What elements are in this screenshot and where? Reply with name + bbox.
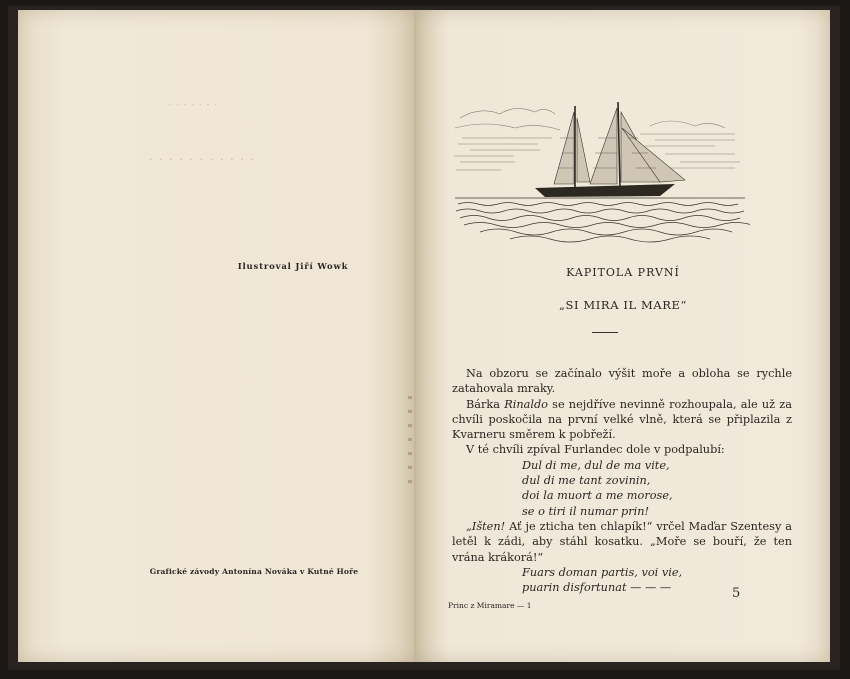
paragraph: Na obzoru se začínalo výšit moře a obloha se rychle zatahovala mraky. [452, 367, 792, 396]
verse-line: se o tiri il numar prin! [522, 504, 650, 518]
exclamation: „Išten! [466, 519, 506, 533]
verse-line: Fuars doman partis, voi vie, [522, 565, 683, 579]
bleed-through-text: · · · · · · · [168, 98, 218, 112]
verse-line: Dul di me, dul de ma vite, [522, 458, 670, 472]
sailing-ship-illustration [450, 98, 750, 248]
title-divider [592, 332, 618, 333]
paragraph-rest: Ať je zticha ten chlapík!“ vrčel Maďar Szentesy a letěl k zádi, aby stáhl kosatku. „Moře se bouří, že ten vrána krákorá!“ [452, 519, 792, 564]
paragraph: V té chvíli zpíval Furlandec dole v podpalubí: [466, 443, 725, 457]
right-page [416, 10, 830, 662]
left-page [18, 10, 416, 662]
bleed-through-text: · · · · · · · · · · · [148, 150, 255, 169]
paragraph [452, 397, 792, 443]
boat-name: Rinaldo [504, 397, 548, 411]
page-number: 5 [732, 586, 741, 601]
chapter-title: „SI MIRA IL MARE“ [558, 298, 688, 312]
signature-mark: Princ z Miramare — 1 [448, 601, 532, 610]
chapter-body [452, 366, 792, 595]
open-book [8, 6, 840, 670]
binding-stitches [408, 396, 412, 486]
paragraph [452, 519, 792, 565]
verse-line: puarin disfortunat — — — [522, 581, 672, 595]
chapter-label: KAPITOLA PRVNÍ [566, 266, 680, 279]
verse-line: doi la muort a me morose, [522, 489, 673, 503]
verse-line: dul di me tant zovinin, [522, 474, 651, 488]
boat-prefix: Bárka [466, 397, 501, 411]
illustrator-credit: Ilustroval Jiří Wowk [237, 262, 349, 272]
paragraph-rest: se nejdříve nevinně rozhoupala, ale už za chvíli poskočila na první velké vlně, která se připlazila z Kvarneru směrem k pobřeží. [452, 397, 792, 442]
printer-credit: Grafické závody Antonína Nováka v Kutné Hoře [149, 567, 359, 576]
